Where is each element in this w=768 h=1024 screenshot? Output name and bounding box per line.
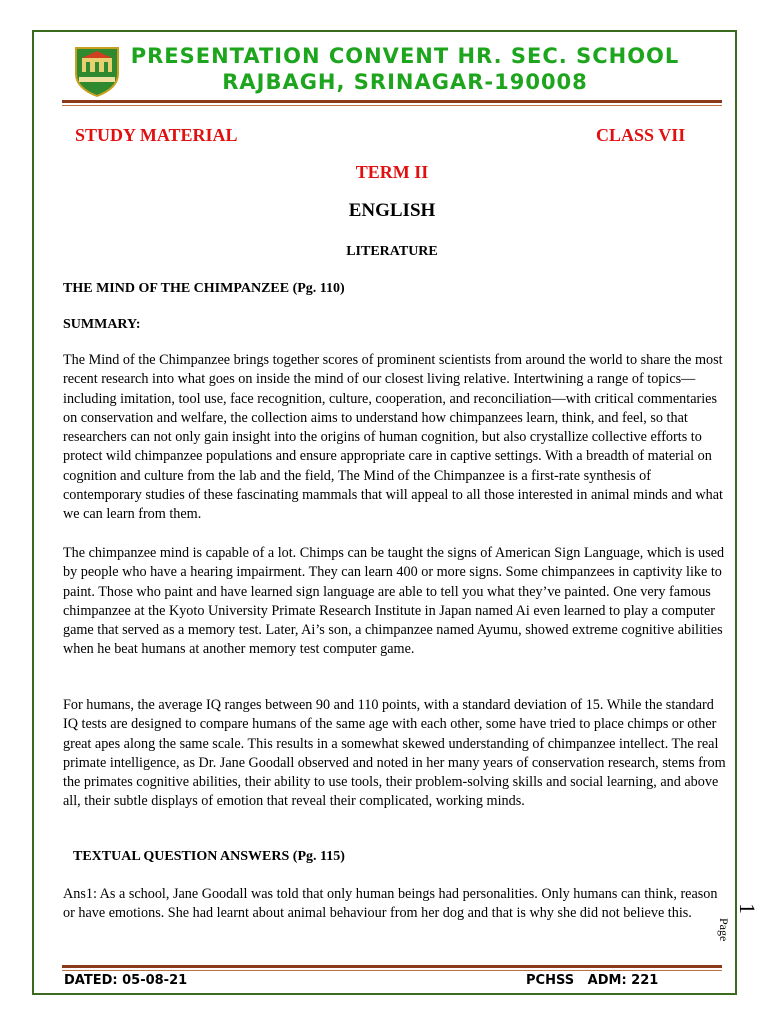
page-number: 1	[735, 903, 760, 914]
qa-heading: TEXTUAL QUESTION ANSWERS (Pg. 115)	[73, 849, 345, 864]
header-divider	[62, 100, 722, 106]
study-material-label: STUDY MATERIAL	[75, 125, 238, 145]
footer-admission: PCHSS ADM: 221	[526, 973, 659, 988]
footer-date: DATED: 05-08-21	[64, 973, 188, 988]
summary-paragraph-1: The Mind of the Chimpanzee brings together scores of prominent scientists from around the world to share the most recent research into what goes on inside the mind of our closest living relative. Intertwining a range of topics—including imitation, tool use, face recognition, culture, cooperation, and reconciliation—with critical commentaries on conservation and welfare, the collection aims to understand how chimpanzees learn, think, and feel, so that researchers can not only gain insight into the origins of human cognition, but also crystallize collective efforts to protect wild chimpanzee populations and ensure appropriate care in captive settings. With a breadth of material on cognition and culture from the lab and the field, The Mind of the Chimpanzee is a first-rate synthesis of contemporary studies of these fascinating mammals that will appeal to all those interested in animal minds and what we can learn from them.	[63, 352, 723, 523]
summary-heading: SUMMARY:	[63, 317, 141, 332]
term-label: TERM II	[355, 162, 429, 182]
class-label: CLASS VII	[596, 125, 686, 145]
summary-paragraph-2: The chimpanzee mind is capable of a lot. Chimps can be taught the signs of American Sign Language, which is used by people who have a hearing impairment. They can learn 400 or more signs. Some chimpanzees in captivity like to paint. Those who paint and have learned sign language are able to tell you what they’ve painted. One very famous chimpanzee at the Kyoto University Primate Research Institute in Japan named Ai even learned to play a computer game that served as a memory test. Later, Ai’s son, a chimpanzee named Ayumu, showed extreme cognitive abilities when he beat humans at another memory test computer game.	[63, 545, 725, 658]
school-address: RAJBAGH, SRINAGAR-190008	[222, 70, 588, 94]
school-name: PRESENTATION CONVENT HR. SEC. SCHOOL	[130, 44, 680, 68]
page-label: Page	[717, 918, 731, 942]
subject-label: ENGLISH	[348, 200, 436, 221]
chapter-title: THE MIND OF THE CHIMPANZEE (Pg. 110)	[63, 281, 345, 296]
summary-paragraph-3: For humans, the average IQ ranges between 90 and 110 points, with a standard deviation of 15. While the standard IQ tests are designed to compare humans of the same age with each other, some have tried to place chimps or other great apes along the same scale. This results in a somewhat skewed understanding of chimpanzee intellect. The real primate intelligence, as Dr. Jane Goodall observed and noted in her many years of conservation research, stems from the primates cognitive abilities, their ability to use tools, their problem-solving skills and social learning, and above all, their subtle displays of emotion that reveal their complicated, working minds.	[63, 697, 726, 810]
answer-1: Ans1: As a school, Jane Goodall was told that only human beings had personalities. Only humans can think, reason or have emotions. She had learnt about animal behaviour from her dog and that is why she did not believe this.	[63, 886, 718, 922]
section-label: LITERATURE	[346, 244, 438, 259]
footer-divider	[62, 965, 722, 971]
